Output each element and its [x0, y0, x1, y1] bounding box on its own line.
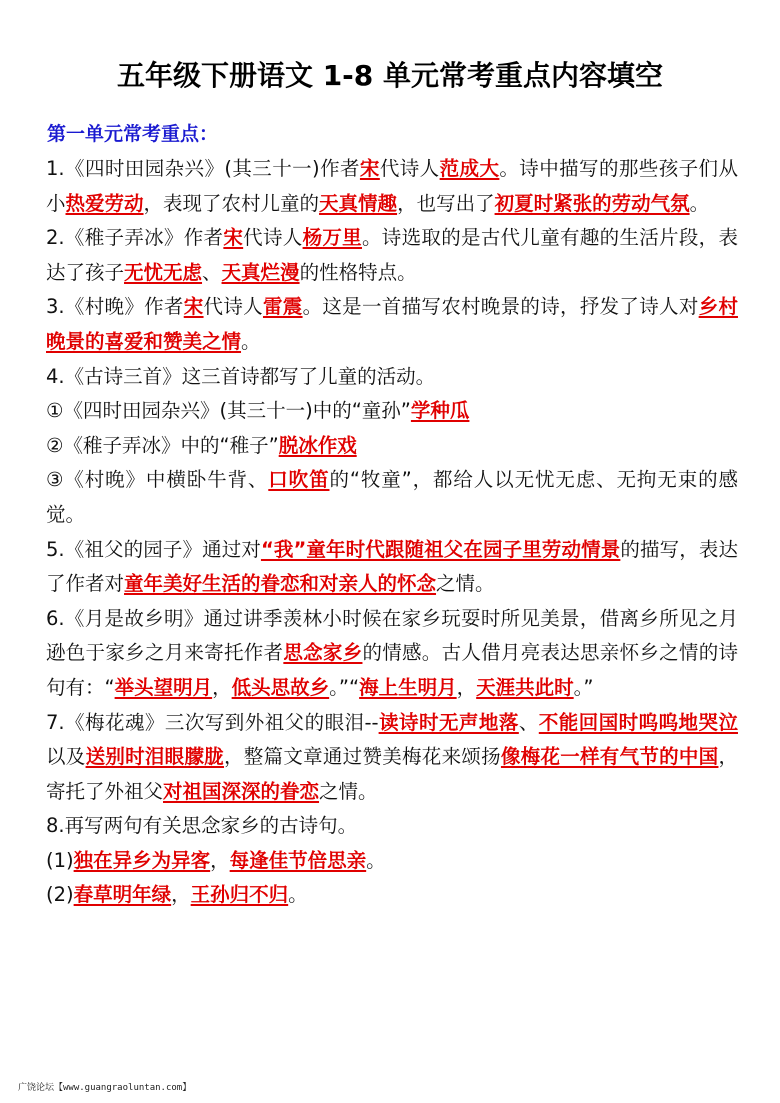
body-text: 代诗人 [243, 226, 303, 250]
paragraph [46, 809, 738, 844]
body-text: 。 [241, 329, 261, 353]
answer-text: 天真情趣 [319, 191, 398, 215]
answer-text: 海上生明月 [359, 675, 457, 699]
answer-text: 思念家乡 [283, 641, 363, 665]
answer-text: 热爱劳动 [65, 191, 144, 215]
body-text: 。这是一首描写农村晚景的诗，抒发了诗人对 [302, 295, 699, 319]
answer-text: 杨万里 [302, 226, 362, 250]
body-text: 代诗人 [203, 295, 263, 319]
answer-text: 初夏时紧张的劳动气氛 [494, 191, 690, 215]
answer-text: 宋 [223, 226, 244, 250]
body-text: ②《稚子弄冰》中的“稚子” [46, 433, 279, 457]
body-text: 1.《四时田园杂兴》(其三十一)作者 [46, 157, 360, 180]
answer-text: 送别时泪眼朦胧 [85, 745, 225, 769]
body-text: 8.再写两句有关思念家乡的古诗句。 [46, 814, 358, 838]
body-text: 的情感。古人借月亮表达思亲怀乡之情的诗句有：“ [46, 641, 738, 699]
body-text: 以及 [46, 745, 86, 769]
answer-text: 脱冰作戏 [278, 433, 357, 457]
body-text: ③《村晚》中横卧牛背、 [46, 468, 269, 492]
paragraph [46, 706, 738, 810]
answer-text: 对祖国深深的眷恋 [163, 779, 320, 803]
body-text: 6.《月是故乡明》通过讲季羡林小时候在家乡玩耍时所见美景，借离乡所见之月逊色于家乡之月来寄托作者 [46, 606, 738, 665]
body-text: 之情。 [436, 572, 495, 596]
paragraph [46, 394, 738, 429]
answer-text: 天涯共此时 [476, 675, 574, 699]
paragraph [46, 463, 738, 532]
body-text: 。”“ [329, 675, 360, 699]
body-text: 的性格特点。 [299, 260, 417, 284]
answer-text: 每逢佳节倍思亲 [229, 848, 367, 872]
body-text: ， [212, 675, 232, 699]
paragraph [46, 429, 738, 464]
answer-text: 低头思故乡 [231, 675, 330, 699]
answer-text: 举头望明月 [114, 675, 213, 699]
body-text: 。 [689, 191, 710, 215]
paragraph [46, 221, 738, 290]
paragraph [46, 878, 738, 913]
body-text: ， [456, 675, 477, 699]
body-text: 之情。 [319, 779, 378, 803]
paragraph [46, 602, 738, 706]
answer-text: 范成大 [439, 157, 500, 180]
paragraph [46, 360, 738, 395]
content-body [46, 152, 738, 913]
answer-text: 读诗时无声地落 [378, 710, 519, 734]
answer-text: 童年美好生活的眷恋和对亲人的怀念 [124, 572, 437, 596]
body-text: ，表现了农村儿童的 [143, 191, 320, 215]
body-text: 。 [288, 883, 308, 907]
answer-text: 天真烂漫 [221, 260, 300, 284]
body-text: (2) [46, 883, 74, 907]
answer-text: 乡村晚景的喜爱和赞美之情 [46, 295, 738, 353]
paragraph [46, 290, 738, 359]
paragraph [46, 533, 738, 602]
body-text: (1) [46, 848, 74, 872]
body-text: 。诗选取的是古代儿童有趣的生活片段，表达了孩子 [46, 226, 738, 284]
body-text: 7.《梅花魂》三次写到外祖父的眼泪-- [46, 710, 379, 734]
paragraph [46, 844, 738, 879]
body-text: 2.《稚子弄冰》作者 [46, 226, 224, 250]
body-text: 的“牧童”，都给人以无忧无虑、无拘无束的感觉。 [46, 468, 738, 526]
body-text: 代诗人 [379, 157, 440, 180]
answer-text: 雷震 [262, 295, 303, 319]
answer-text: 宋 [359, 157, 380, 180]
body-text: ， [210, 848, 230, 872]
answer-text: 口吹笛 [268, 468, 330, 492]
body-text: 4.《古诗三首》这三首诗都写了儿童的活动。 [46, 364, 436, 388]
answer-text: 不能回国时呜呜地哭泣 [538, 710, 738, 734]
answer-text: 独在异乡为异客 [73, 848, 211, 872]
answer-text: “我”童年时代跟随祖父在园子里劳动情景 [260, 537, 621, 561]
body-text: 。” [573, 675, 594, 699]
body-text: 。 [366, 848, 386, 872]
answer-text: 无忧无虑 [124, 260, 203, 284]
body-text: ①《四时田园杂兴》(其三十一)中的“童孙” [46, 399, 411, 423]
answer-text: 像梅花一样有气节的中国 [500, 745, 719, 769]
body-text: ，整篇文章通过赞美梅花来颂扬 [224, 745, 501, 769]
paragraph [46, 152, 738, 221]
answer-text: 学种瓜 [410, 399, 470, 423]
page-title: 五年级下册语文 1-8 单元常考重点内容填空 [116, 59, 664, 92]
footer-source: 广饶论坛【www.guangraoluntan.com】 [18, 1083, 192, 1093]
section-heading: 第一单元常考重点： [47, 123, 219, 145]
body-text: 、 [202, 260, 222, 284]
body-text: ，也写出了 [397, 191, 495, 215]
answer-text: 王孙归不归 [190, 883, 289, 907]
answer-text: 春草明年绿 [73, 883, 172, 907]
body-text: ， [171, 883, 191, 907]
body-text: ，寄托了外祖父 [46, 745, 738, 803]
body-text: 。诗中描写的那些孩子们从小 [46, 157, 738, 215]
body-text: 5.《祖父的园子》通过对 [46, 537, 261, 561]
body-text: 的描写，表达了作者对 [46, 537, 738, 596]
body-text: 3.《村晚》作者 [46, 295, 184, 319]
answer-text: 宋 [183, 295, 204, 319]
body-text: 、 [518, 710, 539, 734]
